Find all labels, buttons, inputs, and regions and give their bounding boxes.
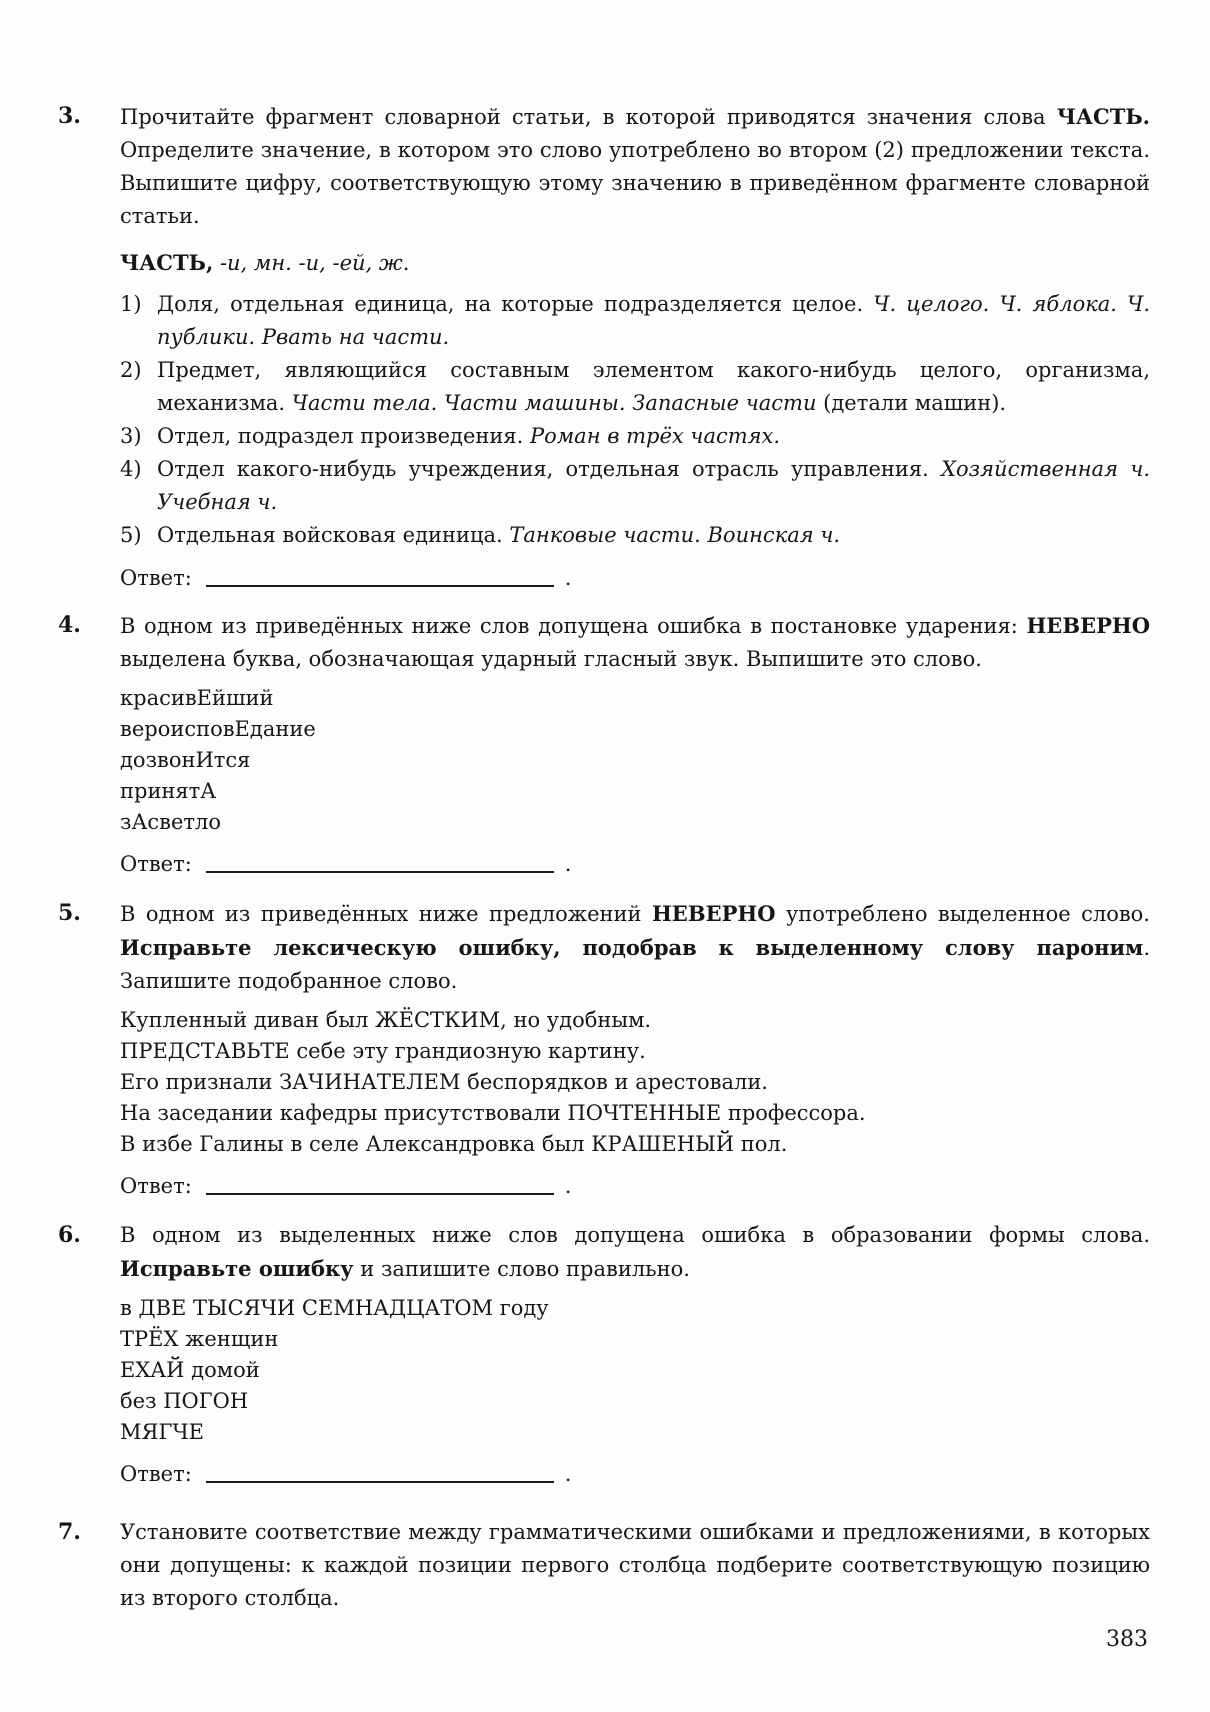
answer-period: . bbox=[564, 1462, 572, 1486]
text-run: Прочитайте фрагмент словарной статьи, в которой приводятся значения слова bbox=[120, 105, 1057, 129]
text-run: В одном из приведённых ниже слов допущена ошибка в постановке ударения: bbox=[120, 614, 1027, 638]
option-line: вероисповЕдание bbox=[120, 717, 316, 741]
answer-label: Ответ: bbox=[120, 852, 192, 876]
sense-marker: 4) bbox=[120, 457, 142, 481]
question-3 bbox=[58, 100, 1150, 595]
text-run: употреблено выделенное слово. bbox=[775, 902, 1150, 926]
page-number: 383 bbox=[1106, 1627, 1148, 1652]
text-run: Танковые части. Воинская ч. bbox=[509, 523, 841, 547]
text-run: Ч. целого. Ч. яблока. Ч. публики. Рвать на части. bbox=[157, 292, 1150, 349]
answer-period: . bbox=[564, 852, 572, 876]
answer-line bbox=[120, 847, 1150, 881]
question-6 bbox=[58, 1219, 1150, 1491]
question-statement bbox=[120, 897, 1150, 998]
text-run: мн. bbox=[253, 251, 292, 275]
question-number: 4. bbox=[58, 612, 81, 638]
text-run: ж. bbox=[378, 251, 410, 275]
option-line: На заседании кафедры присутствовали ПОЧТЕННЫЕ профессора. bbox=[120, 1101, 866, 1125]
text-run: В одном из выделенных ниже слов допущена ошибка в образовании формы слова. bbox=[120, 1223, 1150, 1247]
dictionary-sense bbox=[120, 420, 1150, 453]
answer-label: Ответ: bbox=[120, 1462, 192, 1486]
text-run: Отдельная войсковая единица. bbox=[157, 523, 510, 547]
option-line: ПРЕДСТАВЬТЕ себе эту грандиозную картину. bbox=[120, 1039, 646, 1063]
option-line: ТРЁХ женщин bbox=[120, 1327, 279, 1351]
option-line: зАсветло bbox=[120, 810, 221, 834]
text-run: НЕВЕРНО bbox=[651, 901, 776, 926]
question-5 bbox=[58, 897, 1150, 1203]
dictionary-sense bbox=[120, 519, 1150, 552]
sense-marker: 3) bbox=[120, 424, 142, 448]
answer-line bbox=[120, 1169, 1150, 1203]
option-line: в ДВЕ ТЫСЯЧИ СЕМНАДЦАТОМ году bbox=[120, 1296, 549, 1320]
text-run: ЧАСТЬ. bbox=[1056, 104, 1150, 129]
sense-marker: 1) bbox=[120, 292, 142, 316]
question-body bbox=[120, 609, 1150, 881]
sense-marker: 2) bbox=[120, 358, 142, 382]
text-run: -и, -ей, bbox=[291, 251, 379, 275]
question-body bbox=[120, 1219, 1150, 1491]
option-list bbox=[120, 1005, 1150, 1160]
text-run: Исправьте ошибку bbox=[120, 1256, 354, 1281]
text-run: В одном из приведённых ниже предложений bbox=[120, 902, 652, 926]
option-line: МЯГЧЕ bbox=[120, 1420, 204, 1444]
answer-blank-line bbox=[206, 853, 554, 873]
text-run: выделена буква, обозначающая ударный гласный звук. Выпишите это слово. bbox=[120, 647, 982, 671]
sense-marker: 5) bbox=[120, 523, 142, 547]
option-line: Купленный диван был ЖЁСТКИМ, но удобным. bbox=[120, 1008, 652, 1032]
option-line: В избе Галины в селе Александровка был КРАШЕНЫЙ пол. bbox=[120, 1132, 788, 1156]
text-run: Доля, отдельная единица, на которые подразделяется целое. bbox=[157, 292, 874, 316]
text-run: Исправьте лексическую ошибку, подобрав к выделенному слову пароним bbox=[120, 935, 1144, 960]
text-run: (детали машин). bbox=[823, 391, 1007, 415]
question-body bbox=[120, 100, 1150, 595]
text-run: . Запишите подобранное слово. bbox=[120, 936, 1150, 993]
answer-label: Ответ: bbox=[120, 566, 192, 590]
question-4 bbox=[58, 609, 1150, 881]
question-body bbox=[120, 897, 1150, 1203]
answer-blank-line bbox=[206, 1175, 554, 1195]
dictionary-sense bbox=[120, 453, 1150, 519]
text-run: Отдел, подраздел произведения. bbox=[157, 424, 530, 448]
text-run: НЕВЕРНО bbox=[1026, 613, 1150, 638]
question-number: 3. bbox=[58, 103, 81, 129]
text-run: Части тела. Части машины. Запасные части bbox=[291, 391, 824, 415]
text-run: и запишите слово правильно. bbox=[353, 1257, 690, 1281]
question-number: 5. bbox=[58, 900, 81, 926]
answer-label: Ответ: bbox=[120, 1174, 192, 1198]
question-7 bbox=[58, 1516, 1150, 1615]
text-run: Определите значение, в котором это слово употреблено во втором (2) предложении текста. Выпишите цифру, соответствующую этому значению в приведённом фрагменте словарной статьи. bbox=[120, 138, 1150, 228]
dictionary-sense bbox=[120, 354, 1150, 420]
text-run: Хозяйственная ч. Учебная ч. bbox=[157, 457, 1150, 514]
option-list bbox=[120, 1293, 1150, 1448]
answer-period: . bbox=[564, 566, 572, 590]
option-list bbox=[120, 683, 1150, 838]
question-number: 7. bbox=[58, 1519, 81, 1545]
question-statement bbox=[120, 609, 1150, 676]
option-line: принятА bbox=[120, 779, 217, 803]
dictionary-headword bbox=[120, 246, 1150, 280]
question-statement bbox=[120, 1516, 1150, 1615]
text-run: Предмет, являющийся составным элементом какого-нибудь целого, организма, механизма. bbox=[157, 358, 1150, 415]
dictionary-senses bbox=[120, 288, 1150, 552]
question-statement bbox=[120, 100, 1150, 233]
question-body bbox=[120, 1516, 1150, 1615]
answer-blank-line bbox=[206, 1463, 554, 1483]
option-line: Его признали ЗАЧИНАТЕЛЕМ беспорядков и арестовали. bbox=[120, 1070, 768, 1094]
answer-blank-line bbox=[206, 567, 554, 587]
text-run: ЧАСТЬ, bbox=[120, 250, 214, 275]
option-line: дозвонИтся bbox=[120, 748, 251, 772]
text-run: Установите соответствие между грамматическими ошибками и предложениями, в которых они допущены: к каждой позиции первого столбца подберите соответствующую позицию из второго столбца. bbox=[120, 1520, 1150, 1610]
dictionary-sense bbox=[120, 288, 1150, 354]
option-line: красивЕйший bbox=[120, 686, 274, 710]
question-statement bbox=[120, 1219, 1150, 1286]
text-run: Отдел какого-нибудь учреждения, отдельная отрасль управления. bbox=[157, 457, 942, 481]
text-run: -и, bbox=[213, 251, 254, 275]
option-line: без ПОГОН bbox=[120, 1389, 249, 1413]
option-line: ЕХАЙ домой bbox=[120, 1358, 260, 1382]
questions-list bbox=[58, 100, 1150, 1615]
question-number: 6. bbox=[58, 1222, 81, 1248]
answer-line bbox=[120, 561, 1150, 595]
text-run: Роман в трёх частях. bbox=[529, 424, 781, 448]
answer-period: . bbox=[564, 1174, 572, 1198]
answer-line bbox=[120, 1457, 1150, 1491]
